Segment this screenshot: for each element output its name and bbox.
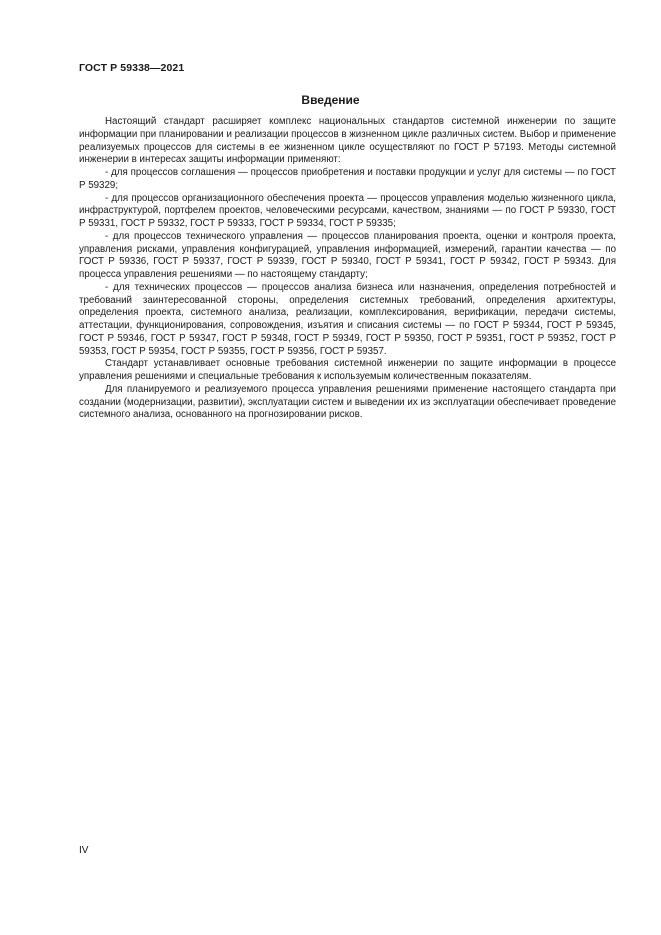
paragraph: Стандарт устанавливает основные требования системной инженерии по защите информации в процессе управления решениями и специальные требования к используемым количественным показателям. [79,358,616,382]
section-title: Введение [301,93,360,107]
paragraph: - для технических процессов — процессов анализа бизнеса или назначения, определения потребностей и требований заинтересованной стороны, определения системных требований, определения архитектуры, определения проекта, системного анализа, реализации, комплексирования, верификации, передачи системы, аттестации, функционирования, сопровождения, изъятия и списания системы — по ГОСТ Р 59344, ГОСТ Р 59345, ГОСТ Р 59346, ГОСТ Р 59347, ГОСТ Р 59348, ГОСТ Р 59349, ГОСТ Р 59350, ГОСТ Р 59351, ГОСТ Р 59352, ГОСТ Р 59353, ГОСТ Р 59354, ГОСТ Р 59355, ГОСТ Р 59356, ГОСТ Р 59357. [79,281,616,357]
document-id: ГОСТ Р 59338—2021 [79,62,185,74]
paragraph: Для планируемого и реализуемого процесса управления решениями применение настоящего стандарта при создании (модернизации, развитии), эксплуатации систем и выведении их из эксплуатации обеспечивает проведение системного анализа, основанного на прогнозировании рисков. [79,383,616,421]
body-text [79,116,616,422]
page-number: IV [79,845,89,856]
paragraph: - для процессов соглашения — процессов приобретения и поставки продукции и услуг для системы — по ГОСТ Р 59329; [79,167,616,191]
paragraph: - для процессов технического управления — процессов планирования проекта, оценки и контроля проекта, управления рисками, управления конфигурацией, управления информацией, измерений, гарантии качества — по ГОСТ Р 59336, ГОСТ Р 59337, ГОСТ Р 59339, ГОСТ Р 59340, ГОСТ Р 59341, ГОСТ Р 59342, ГОСТ Р 59343. Для процесса управления решениями — по настоящему стандарту; [79,230,616,280]
paragraph: - для процессов организационного обеспечения проекта — процессов управления моделью жизненного цикла, инфраструктурой, портфелем проектов, человеческими ресурсами, качеством, знаниями — по ГОСТ Р 59330, ГОСТ Р 59331, ГОСТ Р 59332, ГОСТ Р 59333, ГОСТ Р 59334, ГОСТ Р 59335; [79,192,616,229]
paragraph: Настоящий стандарт расширяет комплекс национальных стандартов системной инженерии по защите информации при планировании и реализации процессов в жизненном цикле различных систем. Выбор и применение реализуемых процессов для системы в ее жизненном цикле осуществляют по ГОСТ Р 57193. Методы системной инженерии в интересах защиты информации применяют: [79,116,616,166]
